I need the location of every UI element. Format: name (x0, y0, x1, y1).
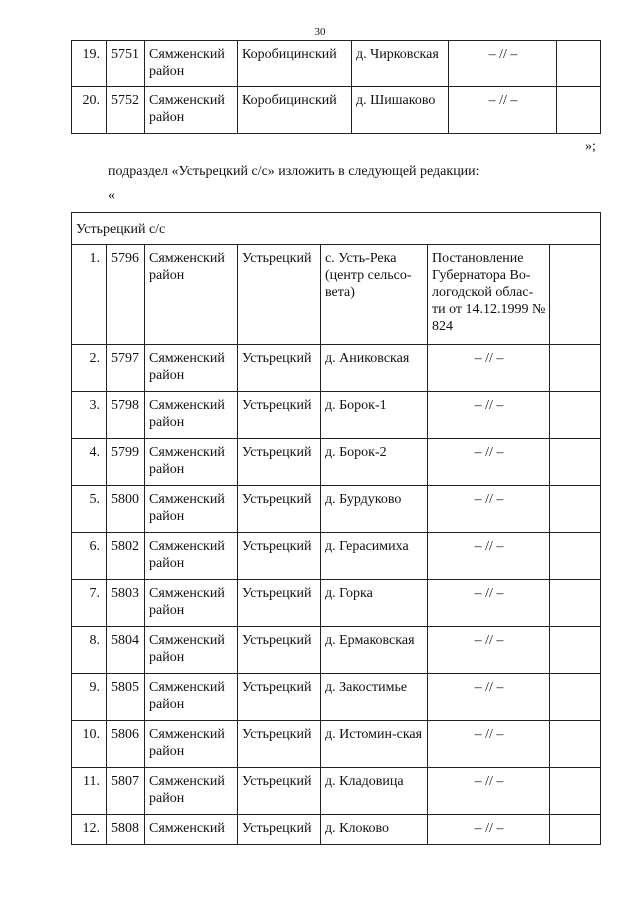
amendment-instruction: подраздел «Устьрецкий с/с» изложить в следующей редакции: (108, 164, 480, 179)
table-row (72, 41, 601, 87)
row-number: 1. (72, 245, 107, 345)
legal-basis: – // – (428, 439, 550, 486)
page-number: 30 (314, 26, 326, 38)
notes-cell (550, 533, 601, 580)
settlement-code: 5796 (107, 245, 145, 345)
table-row (72, 815, 601, 845)
district-name: Сямженский район (145, 245, 238, 345)
legal-basis: – // – (449, 87, 557, 134)
settlement-code: 5807 (107, 768, 145, 815)
table-row (72, 533, 601, 580)
legal-basis: – // – (428, 815, 550, 845)
notes-cell (550, 768, 601, 815)
settlement-name: д. Аниковская (321, 345, 428, 392)
settlement-name: д. Клоково (321, 815, 428, 845)
settlement-code: 5798 (107, 392, 145, 439)
council-name: Устьрецкий (238, 580, 321, 627)
district-name: Сямженский район (145, 768, 238, 815)
notes-cell (550, 627, 601, 674)
row-number: 2. (72, 345, 107, 392)
council-name: Устьрецкий (238, 245, 321, 345)
settlement-code: 5805 (107, 674, 145, 721)
notes-cell (557, 41, 601, 87)
legal-basis: Постановление Губернатора Во-логодской облас-ти от 14.12.1999 № 824 (428, 245, 550, 345)
council-name: Устьрецкий (238, 815, 321, 845)
section-title: Устьрецкий с/с (72, 213, 601, 245)
row-number: 8. (72, 627, 107, 674)
district-name: Сямженский район (145, 392, 238, 439)
table-row (72, 768, 601, 815)
table-row (72, 580, 601, 627)
row-number: 10. (72, 721, 107, 768)
settlements-table-top-body (72, 41, 601, 134)
council-name: Устьрецкий (238, 721, 321, 768)
notes-cell (550, 721, 601, 768)
notes-cell (550, 439, 601, 486)
legal-basis: – // – (428, 721, 550, 768)
legal-basis: – // – (428, 580, 550, 627)
council-name: Устьрецкий (238, 674, 321, 721)
settlement-name: д. Бурдуково (321, 486, 428, 533)
settlement-code: 5804 (107, 627, 145, 674)
settlement-name: с. Усть-Река (центр сельсо-вета) (321, 245, 428, 345)
district-name: Сямженский район (145, 439, 238, 486)
council-name: Устьрецкий (238, 439, 321, 486)
council-name: Устьрецкий (238, 392, 321, 439)
row-number: 3. (72, 392, 107, 439)
legal-basis: – // – (449, 41, 557, 87)
row-number: 6. (72, 533, 107, 580)
settlements-table-ustretsky (71, 212, 601, 845)
closing-quote: »; (585, 139, 596, 154)
council-name: Коробицинский (238, 41, 352, 87)
legal-basis: – // – (428, 674, 550, 721)
district-name: Сямженский район (145, 533, 238, 580)
settlement-code: 5751 (107, 41, 145, 87)
table-row (72, 245, 601, 345)
settlement-code: 5800 (107, 486, 145, 533)
council-name: Устьрецкий (238, 768, 321, 815)
notes-cell (550, 674, 601, 721)
row-number: 11. (72, 768, 107, 815)
row-number: 7. (72, 580, 107, 627)
settlements-table-top (71, 40, 601, 134)
row-number: 9. (72, 674, 107, 721)
settlement-code: 5808 (107, 815, 145, 845)
settlement-name: д. Чирковская (352, 41, 449, 87)
table-row (72, 87, 601, 134)
settlements-table-ustretsky-body (72, 213, 601, 845)
district-name: Сямженский район (145, 674, 238, 721)
settlement-name: д. Истомин-ская (321, 721, 428, 768)
council-name: Устьрецкий (238, 533, 321, 580)
settlement-code: 5803 (107, 580, 145, 627)
row-number: 4. (72, 439, 107, 486)
settlement-name: д. Борок-2 (321, 439, 428, 486)
row-number: 12. (72, 815, 107, 845)
row-number: 20. (72, 87, 107, 134)
table-row (72, 439, 601, 486)
opening-quote: « (108, 188, 115, 203)
notes-cell (550, 345, 601, 392)
settlement-code: 5799 (107, 439, 145, 486)
district-name: Сямженский район (145, 721, 238, 768)
row-number: 19. (72, 41, 107, 87)
table-row (72, 627, 601, 674)
row-number: 5. (72, 486, 107, 533)
district-name: Сямженский район (145, 345, 238, 392)
notes-cell (557, 87, 601, 134)
settlement-name: д. Закостимье (321, 674, 428, 721)
notes-cell (550, 815, 601, 845)
settlement-code: 5752 (107, 87, 145, 134)
table-row (72, 392, 601, 439)
settlement-code: 5802 (107, 533, 145, 580)
council-name: Устьрецкий (238, 486, 321, 533)
notes-cell (550, 580, 601, 627)
notes-cell (550, 392, 601, 439)
legal-basis: – // – (428, 486, 550, 533)
settlement-name: д. Герасимиха (321, 533, 428, 580)
district-name: Сямженский район (145, 580, 238, 627)
legal-basis: – // – (428, 627, 550, 674)
council-name: Устьрецкий (238, 345, 321, 392)
settlement-name: д. Кладовица (321, 768, 428, 815)
settlement-name: д. Борок-1 (321, 392, 428, 439)
council-name: Устьрецкий (238, 627, 321, 674)
settlement-code: 5797 (107, 345, 145, 392)
district-name: Сямженский район (145, 87, 238, 134)
settlement-name: д. Шишаково (352, 87, 449, 134)
legal-basis: – // – (428, 533, 550, 580)
council-name: Коробицинский (238, 87, 352, 134)
settlement-name: д. Горка (321, 580, 428, 627)
legal-basis: – // – (428, 768, 550, 815)
notes-cell (550, 486, 601, 533)
table-row (72, 345, 601, 392)
settlement-code: 5806 (107, 721, 145, 768)
notes-cell (550, 245, 601, 345)
table-row (72, 674, 601, 721)
district-name: Сямженский район (145, 486, 238, 533)
legal-basis: – // – (428, 392, 550, 439)
table-row (72, 721, 601, 768)
settlement-name: д. Ермаковская (321, 627, 428, 674)
legal-basis: – // – (428, 345, 550, 392)
district-name: Сямженский район (145, 627, 238, 674)
table-row (72, 486, 601, 533)
section-header-row (72, 213, 601, 245)
district-name: Сямженский (145, 815, 238, 845)
district-name: Сямженский район (145, 41, 238, 87)
